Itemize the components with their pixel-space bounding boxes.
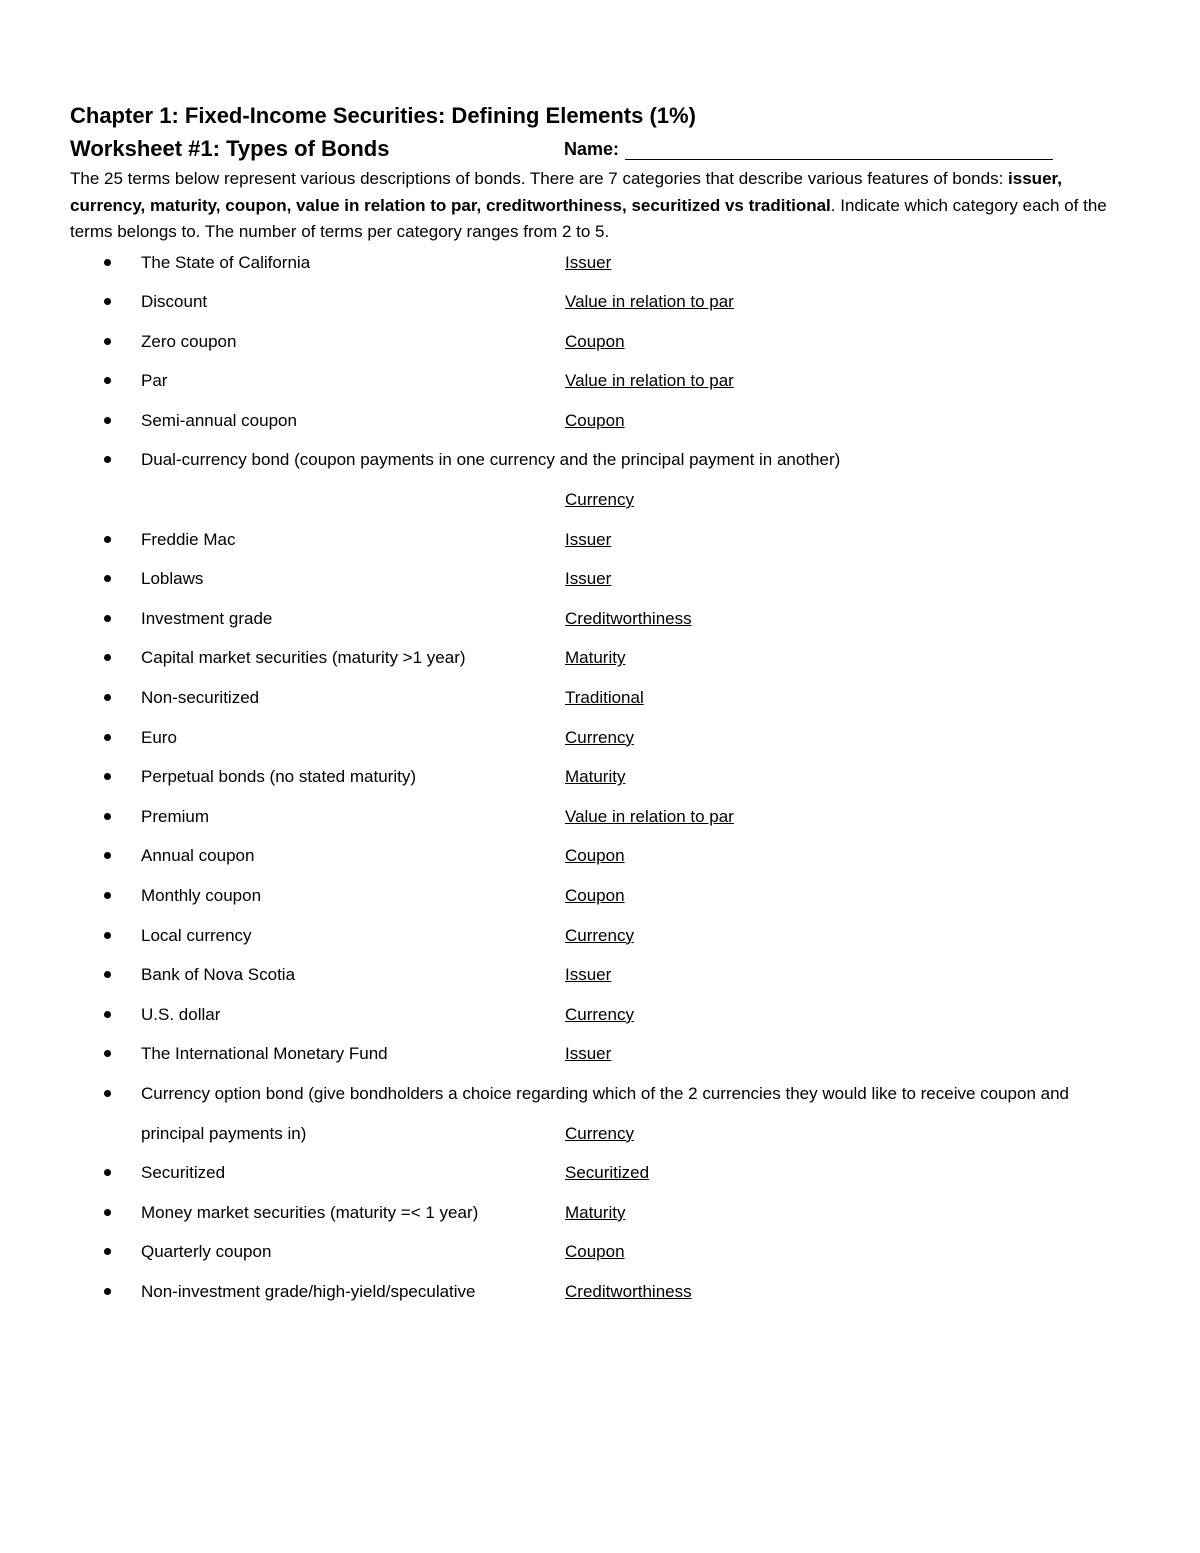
term-text: U.S. dollar — [141, 1004, 221, 1024]
list-item — [70, 1235, 1140, 1275]
term-text: Non-investment grade/high-yield/speculative — [141, 1281, 476, 1301]
worksheet-title: Worksheet #1: Types of Bonds — [70, 136, 390, 161]
term-text: Currency option bond (give bondholders a choice regarding which of the 2 currencies they would like to receive coupon and principal payments in) — [141, 1083, 1070, 1143]
bullet-icon — [104, 377, 111, 384]
answer-category: Issuer — [565, 529, 612, 549]
term-text: The State of California — [141, 252, 311, 272]
answer-category: Coupon — [565, 886, 625, 905]
answer-category: Currency — [565, 727, 634, 747]
answer-category: Traditional — [565, 688, 644, 708]
term-text: Freddie Mac — [141, 529, 236, 549]
list-item — [70, 641, 1140, 681]
bullet-icon — [104, 654, 111, 661]
term-text: Semi-annual coupon — [141, 410, 297, 430]
instructions-paragraph — [70, 166, 1135, 246]
term-text: Annual coupon — [141, 846, 255, 866]
bullet-icon — [104, 694, 111, 701]
term-text: Premium — [141, 806, 210, 826]
list-item — [70, 1037, 1140, 1077]
term-text: Quarterly coupon — [141, 1242, 272, 1262]
answer-category: Coupon — [565, 846, 625, 866]
bullet-icon — [104, 298, 111, 305]
bullet-icon — [104, 615, 111, 622]
answer-category: Coupon — [565, 331, 625, 351]
term-text: Capital market securities (maturity >1 year) — [141, 648, 466, 668]
list-item — [70, 562, 1140, 602]
list-item — [70, 958, 1140, 998]
answer-category: Currency — [565, 490, 634, 510]
bullet-icon — [104, 259, 111, 266]
answer-category: Value in relation to par — [565, 371, 734, 391]
list-item — [70, 800, 1140, 840]
answer-category: Creditworthiness — [565, 608, 692, 628]
term-text: Perpetual bonds (no stated maturity) — [141, 767, 416, 787]
list-item — [70, 325, 1140, 365]
bullet-icon — [104, 417, 111, 424]
answer-category: Currency — [565, 1123, 634, 1143]
list-item — [70, 285, 1140, 325]
list-item — [70, 919, 1140, 959]
term-text: Investment grade — [141, 608, 273, 628]
chapter-title: Chapter 1: Fixed-Income Securities: Defining Elements (1%) — [70, 103, 696, 128]
list-item — [70, 721, 1140, 761]
bullet-icon — [104, 338, 111, 345]
term-text: Monthly coupon — [141, 886, 262, 905]
answer-category: Value in relation to par — [565, 806, 734, 826]
bullet-icon — [104, 1090, 111, 1097]
term-text: Zero coupon — [141, 331, 237, 351]
list-item — [70, 602, 1140, 642]
term-text: Non-securitized — [141, 688, 260, 708]
list-item — [70, 443, 1140, 522]
list-item — [70, 246, 1140, 286]
bullet-icon — [104, 575, 111, 582]
term-text: Par — [141, 371, 168, 391]
answer-category: Issuer — [565, 252, 612, 272]
term-text: Securitized — [141, 1163, 226, 1183]
list-item — [70, 1077, 1140, 1156]
instructions-part2: . Indicate which category each of the terms belongs to. The number of terms per category ranges from 2 to 5. — [70, 195, 1107, 241]
answer-category: Currency — [565, 1004, 634, 1024]
term-text: Money market securities (maturity =< 1 year) — [141, 1202, 479, 1222]
bullet-icon — [104, 1011, 111, 1018]
answer-category: Securitized — [565, 1163, 650, 1183]
answer-category: Issuer — [565, 1044, 612, 1064]
answer-category: Value in relation to par — [565, 292, 734, 312]
list-item — [70, 1196, 1140, 1236]
name-field — [564, 132, 1053, 166]
name-blank-line — [625, 137, 1053, 160]
bullet-icon — [104, 456, 111, 463]
list-item — [70, 364, 1140, 404]
worksheet-header-row — [70, 132, 1140, 166]
bullet-icon — [104, 1169, 111, 1176]
answer-category: Maturity — [565, 1202, 626, 1222]
list-item — [70, 879, 1140, 919]
answer-category: Currency — [565, 925, 634, 945]
terms-list — [70, 246, 1140, 1315]
list-item — [70, 523, 1140, 563]
instructions-part1: The 25 terms below represent various descriptions of bonds. There are 7 categories that describe various features of bonds: — [70, 169, 1004, 188]
bullet-icon — [104, 1288, 111, 1295]
bullet-icon — [104, 852, 111, 859]
list-item — [70, 404, 1140, 444]
answer-category: Issuer — [565, 569, 612, 589]
bullet-icon — [104, 813, 111, 820]
bullet-icon — [104, 892, 111, 899]
term-text: Discount — [141, 292, 208, 312]
term-text: Euro — [141, 727, 177, 747]
answer-category: Creditworthiness — [565, 1281, 692, 1301]
term-text: Dual-currency bond (coupon payments in one currency and the principal payment in another) — [141, 450, 841, 470]
list-item — [70, 681, 1140, 721]
list-item — [70, 1156, 1140, 1196]
list-item — [70, 1275, 1140, 1315]
instructions-categories: issuer, currency, maturity, coupon, value in relation to par, creditworthiness, securitized vs traditional — [70, 169, 1062, 215]
answer-category: Issuer — [565, 965, 612, 985]
name-label: Name: — [564, 139, 620, 159]
bullet-icon — [104, 932, 111, 939]
bullet-icon — [104, 1248, 111, 1255]
bullet-icon — [104, 773, 111, 780]
worksheet-page — [70, 100, 1140, 1315]
term-text: The International Monetary Fund — [141, 1044, 388, 1064]
list-item — [70, 998, 1140, 1038]
bullet-icon — [104, 1209, 111, 1216]
list-item — [70, 760, 1140, 800]
bullet-icon — [104, 536, 111, 543]
answer-category: Maturity — [565, 767, 626, 787]
answer-category: Coupon — [565, 410, 625, 430]
bullet-icon — [104, 1050, 111, 1057]
bullet-icon — [104, 734, 111, 741]
term-text: Bank of Nova Scotia — [141, 965, 296, 985]
term-text: Loblaws — [141, 569, 204, 589]
answer-category: Coupon — [565, 1242, 625, 1262]
answer-category: Maturity — [565, 648, 626, 668]
bullet-icon — [104, 971, 111, 978]
list-item — [70, 839, 1140, 879]
term-text: Local currency — [141, 925, 252, 945]
